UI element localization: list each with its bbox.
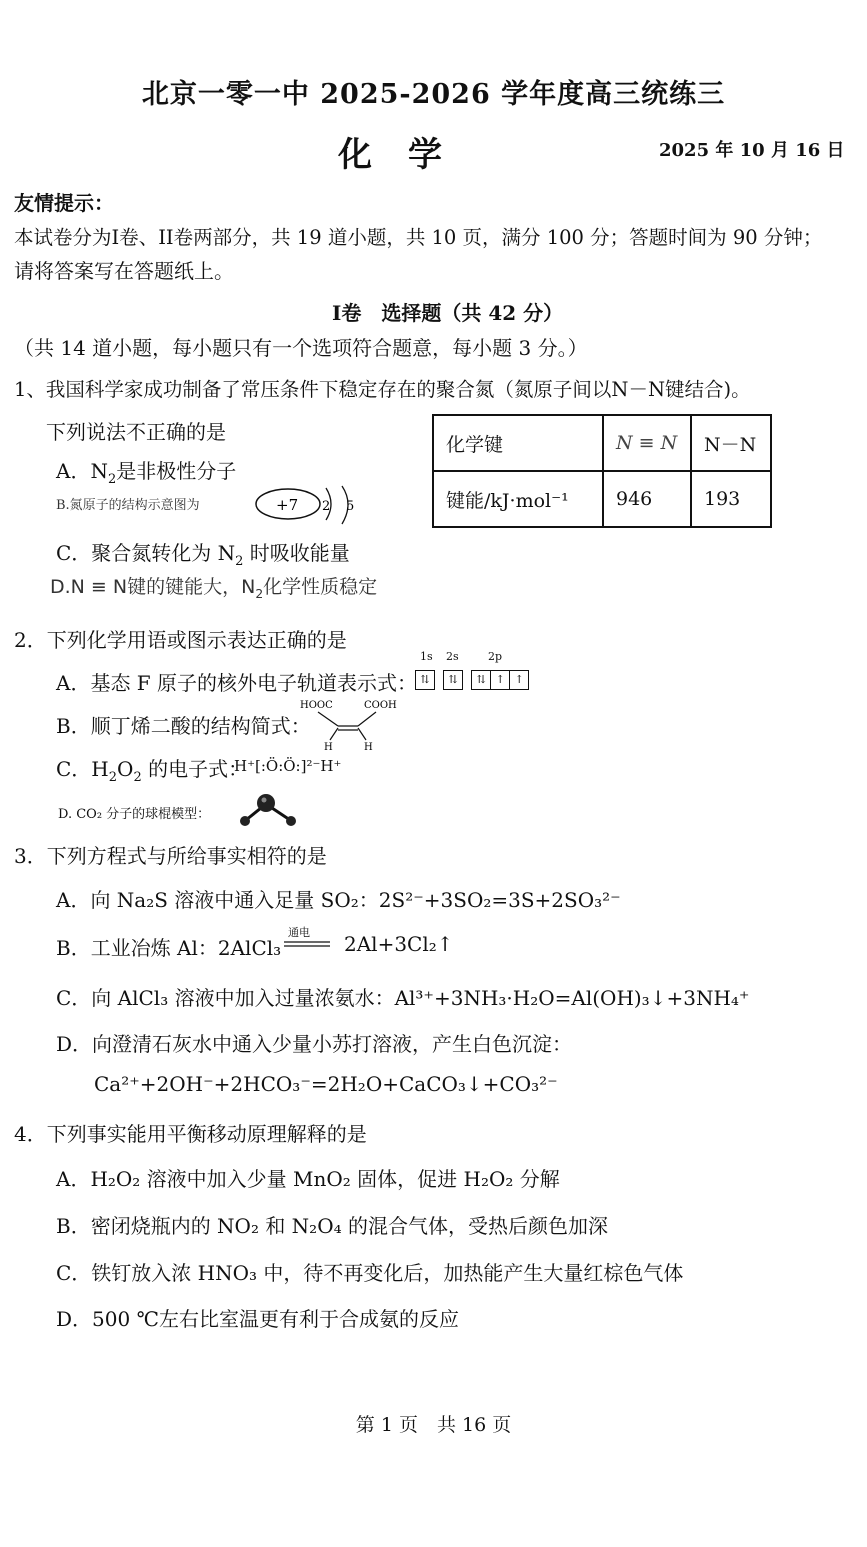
maleic-acid-structure bbox=[296, 696, 416, 752]
atom-nucleus-label: +7 bbox=[276, 496, 299, 514]
shell-1-count: 2 bbox=[322, 499, 331, 514]
h2o2-electron-formula: H⁺[:Ö:Ö:]²⁻H⁺ bbox=[234, 757, 342, 775]
q4-option-a: A．H₂O₂ 溶液中加入少量 MnO₂ 固体，促进 H₂O₂ 分解 bbox=[56, 1167, 560, 1191]
orbital-label-2s: 2s bbox=[446, 650, 459, 663]
exam-title: 北京一零一中 2025-2026 学年度高三统练三 bbox=[141, 79, 726, 110]
notice-heading: 友情提示： bbox=[14, 191, 114, 215]
q1-option-d: D.N ≡ N键的键能大，$N_2$化学性质稳定 bbox=[50, 576, 378, 601]
table-header-single: N－N bbox=[691, 415, 771, 471]
q3-option-d: D．向澄清石灰水中通入少量小苏打溶液，产生白色沉淀： bbox=[56, 1032, 573, 1056]
notice-line-2: 请将答案写在答题纸上。 bbox=[14, 259, 234, 283]
bond-energy-table bbox=[432, 414, 772, 528]
orbital-2p-z: ↑ bbox=[514, 672, 524, 686]
group-right-cooh: COOH bbox=[364, 700, 397, 711]
q4-option-b: B．密闭烧瓶内的 NO₂ 和 N₂O₄ 的混合气体，受热后颜色加深 bbox=[56, 1214, 608, 1238]
hydrogen-right: H bbox=[364, 742, 373, 752]
orbital-2p-x: ⇅ bbox=[472, 671, 491, 689]
q4-option-d: D．500 ℃左右比室温更有利于合成氨的反应 bbox=[56, 1307, 459, 1331]
table-header-bond: 化学键 bbox=[433, 415, 603, 471]
table-value-triple: 946 bbox=[603, 471, 691, 527]
orbital-2p bbox=[471, 670, 529, 690]
q1-option-a: A．$N_2$是非极性分子 bbox=[56, 459, 237, 487]
orbital-2s: ⇅ bbox=[443, 670, 463, 690]
q2-stem: 2．下列化学用语或图示表达正确的是 bbox=[14, 628, 347, 652]
subject-title: 化学 bbox=[338, 135, 478, 175]
orbital-diagram bbox=[415, 669, 529, 690]
reaction-equals-sign bbox=[282, 940, 332, 950]
electrolysis-condition: 通电 bbox=[288, 926, 310, 939]
q3-stem: 3．下列方程式与所给事实相符的是 bbox=[14, 844, 327, 868]
q2-option-b: B．顺丁烯二酸的结构简式： bbox=[56, 714, 311, 738]
q3-option-a: A．向 Na₂S 溶液中通入足量 SO₂：2S²⁻+3SO₂=3S+2SO₃²⁻ bbox=[56, 888, 621, 912]
page-number: 第 1 页 共 16 页 bbox=[355, 1414, 512, 1436]
q1-stem: 1、我国科学家成功制备了常压条件下稳定存在的聚合氮（氮原子间以N－N键结合)。 bbox=[14, 378, 751, 401]
notice-line-1: 本试卷分为I卷、II卷两部分，共 19 道小题，共 10 页，满分 100 分；答题时间为 90 分钟； bbox=[14, 226, 823, 249]
table-row-label: 键能/kJ·mol⁻¹ bbox=[433, 471, 603, 527]
nitrogen-atom-diagram bbox=[250, 482, 360, 530]
q2-option-d: D. CO₂ 分子的球棍模型： bbox=[58, 807, 211, 822]
section-instruction: （共 14 道小题，每小题只有一个选项符合题意，每小题 3 分。） bbox=[14, 336, 588, 360]
q4-option-c: C．铁钉放入浓 HNO₃ 中，待不再变化后，加热能产生大量红棕色气体 bbox=[56, 1261, 684, 1285]
orbital-label-1s: 1s bbox=[420, 650, 433, 663]
q2-option-c: C．$H_2O_2$ 的电子式： bbox=[56, 757, 249, 785]
table-header-triple: N ≡ N bbox=[603, 415, 691, 471]
orbital-1s: ⇅ bbox=[415, 670, 435, 690]
orbital-label-2p: 2p bbox=[488, 650, 503, 663]
hydrogen-left: H bbox=[324, 742, 333, 752]
exam-date: 2025 年 10 月 16 日 bbox=[659, 140, 845, 161]
q3-option-b: B．工业冶炼 Al：2AlCl₃ bbox=[56, 936, 282, 960]
co2-ball-stick-model bbox=[236, 792, 300, 828]
orbital-2p-y: ↑ bbox=[491, 671, 510, 689]
shell-2-count: 5 bbox=[346, 499, 355, 514]
q3-option-c: C．向 AlCl₃ 溶液中加入过量浓氨水：Al³⁺+3NH₃·H₂O=Al(OH)₃↓+3NH₄⁺ bbox=[56, 986, 750, 1010]
group-left-cooh: HOOC bbox=[300, 700, 333, 711]
q3-option-b-products: 2Al+3Cl₂↑ bbox=[344, 932, 454, 956]
q4-stem: 4．下列事实能用平衡移动原理解释的是 bbox=[14, 1122, 367, 1146]
q1-prompt: 下列说法不正确的是 bbox=[46, 420, 226, 444]
q1-option-b: B.氮原子的结构示意图为 bbox=[56, 498, 200, 513]
q1-option-c: C．聚合氮转化为 $N_2$ 时吸收能量 bbox=[56, 541, 350, 569]
q3-option-d-equation: Ca²⁺+2OH⁻+2HCO₃⁻=2H₂O+CaCO₃↓+CO₃²⁻ bbox=[94, 1072, 558, 1096]
section-title: I卷 选择题（共 42 分） bbox=[332, 301, 564, 325]
q2-option-a: A．基态 F 原子的核外电子轨道表示式： bbox=[56, 671, 418, 695]
table-value-single: 193 bbox=[691, 471, 771, 527]
